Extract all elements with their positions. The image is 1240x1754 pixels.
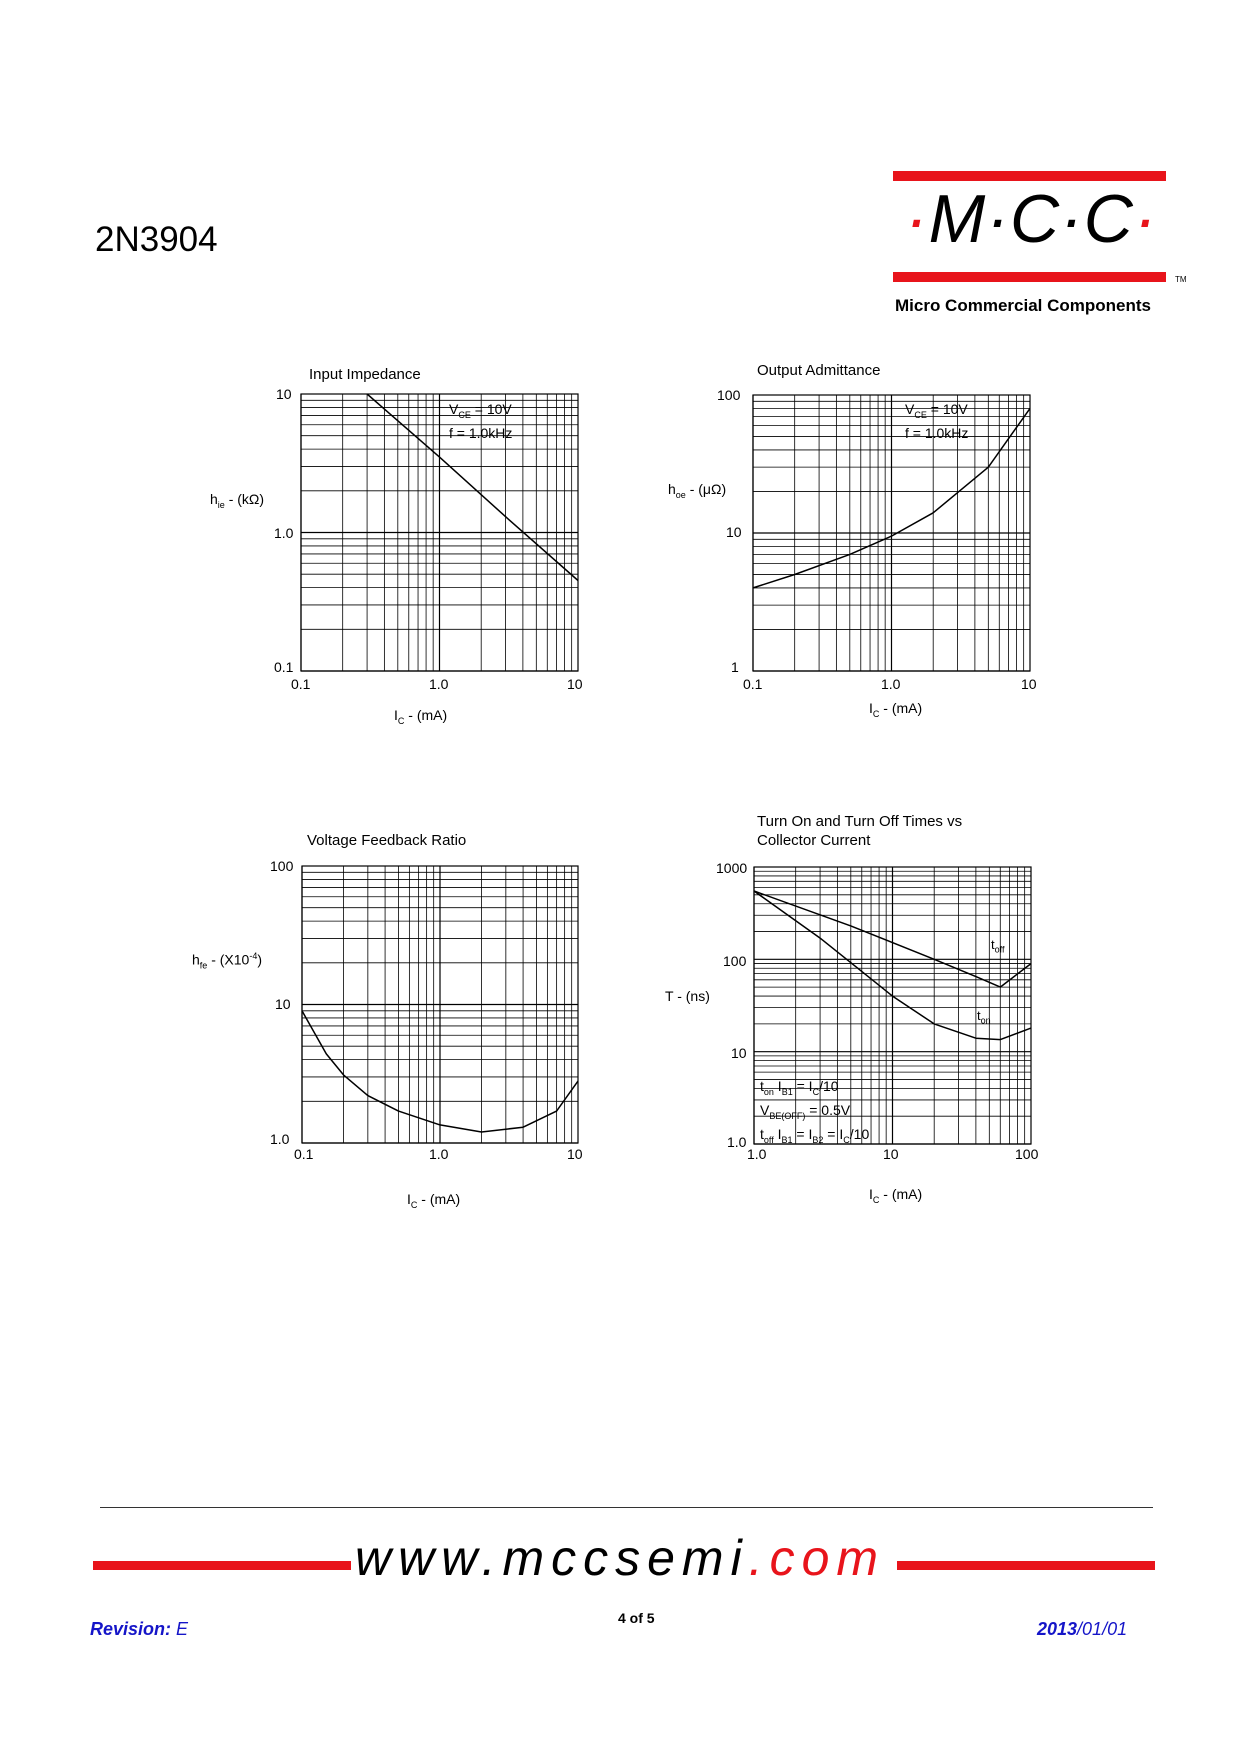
x-tick: 1.0 [881,676,901,692]
chart-title: Input Impedance [309,366,421,383]
x-tick: 1.0 [429,1146,449,1162]
y-tick: 100 [717,387,741,403]
revision-date: 2013/01/01 [1037,1619,1128,1639]
x-axis-label: $I_C - (mA)$ [407,1191,461,1210]
test-condition-note: $t_{on}$ $I_{B1} = I_C/10$ $V_{BE(OFF)} = 0.5V$ $t_{off}$ $I_{B1} = I_{B2} = I_C/10$ [760,1078,870,1145]
x-tick: 10 [1021,676,1037,692]
y-tick: 1 [731,659,739,675]
x-axis-label: $I_C - (mA)$ [394,707,448,726]
footer-red-bar-right [897,1561,1155,1570]
logo-letters: ·M·C·C· [905,181,1158,257]
x-tick: 0.1 [743,676,763,692]
x-tick: 1.0 [429,676,449,692]
x-axis-label: $I_C - (mA)$ [869,700,923,719]
x-tick: 100 [1015,1146,1039,1162]
x-tick: 0.1 [291,676,311,692]
y-tick: 1.0 [270,1131,290,1147]
x-tick: 1.0 [747,1146,767,1162]
logo-trademark: TM [1175,275,1187,284]
page-number: 4 of 5 [618,1610,655,1626]
y-axis-label: $h_{ie} - (k\Omega)$ [210,491,265,510]
part-number: 2N3904 [95,220,218,259]
y-axis-label: $h_{oe} - (\mu\Omega)$ [668,481,727,500]
y-tick: 1.0 [274,525,294,541]
x-tick: 10 [567,1146,583,1162]
footer-divider [100,1507,1153,1508]
y-axis-label: T - (ns) [665,988,710,1004]
test-condition-note: $V_{CE} = 10V$ f = 1.0kHz [905,401,969,441]
y-tick: 10 [275,996,291,1012]
x-tick: 0.1 [294,1146,314,1162]
y-tick: 0.1 [274,659,294,675]
grid [753,395,1030,671]
y-axis-label: $h_{fe} - (X10^{-4})$ [192,951,263,971]
chart-title: Turn On and Turn Off Times vs Collector Current [757,813,963,849]
ton-curve-label: $t_{on}$ [977,1008,991,1026]
footer-red-bar-left [93,1561,351,1570]
y-tick: 1000 [716,860,748,876]
test-condition-note: $V_{CE} = 10V$ f = 1.0kHz [449,401,513,441]
y-tick: 100 [723,953,747,969]
toff-curve-label: $t_{off}$ [991,937,1005,955]
y-tick: 100 [270,858,294,874]
y-tick: 10 [726,524,742,540]
x-axis-label: $I_C - (mA)$ [869,1186,923,1205]
website-url: www.mccsemi.com [355,1530,886,1586]
grid [302,866,578,1143]
company-name: Micro Commercial Components [895,296,1151,315]
x-tick: 10 [883,1146,899,1162]
y-tick: 10 [731,1045,747,1061]
revision: Revision: E [90,1619,189,1639]
y-tick: 10 [276,386,292,402]
chart-plot-area [301,394,578,671]
chart-plot-area [753,395,1030,671]
y-tick: 1.0 [727,1134,747,1150]
x-tick: 10 [567,676,583,692]
logo-bottom-bar [893,272,1166,282]
chart-plot-area [302,866,578,1143]
logo-top-bar [893,171,1166,181]
grid [301,394,578,671]
chart-title: Output Admittance [757,362,881,379]
chart-title: Voltage Feedback Ratio [307,832,467,849]
